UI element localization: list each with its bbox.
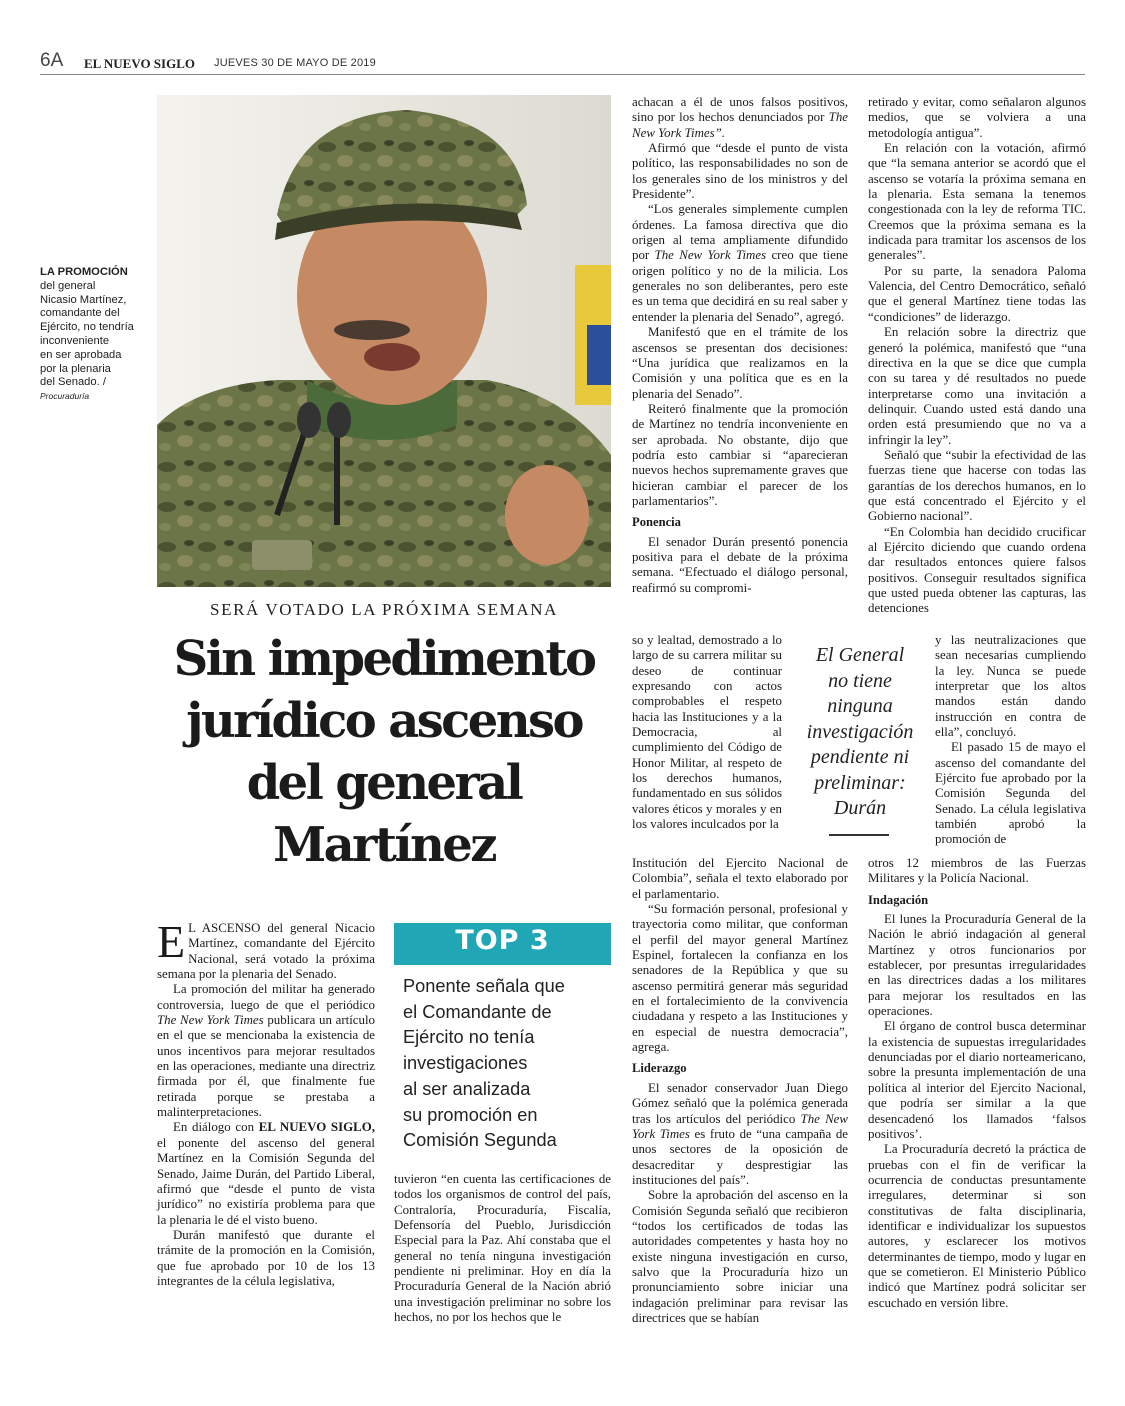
paragraph: E L ASCENSO del general Nicacio Martínez, comandante del Ejército Nacional, será votado la próxima semana por la plenaria del Senado.	[157, 916, 375, 982]
article-column-3-narrow	[632, 633, 782, 832]
caption-line: del general	[40, 279, 96, 292]
paragraph: El lunes la Procuraduría General de la Nación le abrió indagación al general Martínez y otros funcionarios por establecer, por presuntas irregularidades en las directrices dadas a los militares para mejorar los resultados en las operaciones.	[868, 912, 1086, 1019]
caption-line: Ejército, no tendría	[40, 321, 134, 334]
caption-line: del Senado. /	[40, 376, 106, 389]
pull-quote: El General no tiene ninguna investigación pendiente ni preliminar: Durán	[806, 644, 914, 819]
paragraph: “En Colombia han decidido crucificar al Ejército diciendo que cuando ordena dar resultados entonces quiere falsos positivos. Conseguir resultados significa que usted pueda obtener las capturas, las detenciones	[868, 524, 1086, 616]
paragraph: “Su formación personal, profesional y trayectoria como militar, que conforman el perfil del mayor general Martínez Espinel, fortalecen la confianza en los senadores de la República y que su ascenso permitirá generar más seguridad en el fortalecimiento de la convivencia ciudadana y respeto a las Instituciones y en especial de nuestra democracia”, agrega.	[632, 902, 848, 1055]
paragraph: Manifestó que en el trámite de los ascensos se presentan dos decisiones: “Una jurídica que realizamos en la Comisión y una política que es en la plenaria del Senado”.	[632, 325, 848, 401]
kicker: SERÁ VOTADO LA PRÓXIMA SEMANA	[210, 600, 558, 619]
caption-line: Nicasio Martínez,	[40, 293, 127, 306]
publication-name: EL NUEVO SIGLO	[84, 56, 195, 71]
paragraph: En diálogo con EL NUEVO SIGLO, el ponente del ascenso del general Martínez en la Comisión Segunda del Senado, Jaime Durán, del Partido Liberal, afirmó que “desde el punto de vista jurídico” no existiría problema para que la plenaria le dé el visto bueno.	[157, 1120, 375, 1227]
drop-cap: E	[157, 916, 186, 967]
caption-line: inconveniente	[40, 334, 110, 347]
article-column-4-top	[868, 95, 1086, 617]
article-column-3-bottom	[632, 856, 848, 1326]
paragraph: so y lealtad, demostrado a lo largo de su carrera militar su deseo de continuar expresando con actos comprobables el respeto hacia las Instituciones y a la Democracia, al cumplimiento del Código de Honor Militar, al respeto de los derechos humanos, fundamentado en sus sólidos valores éticos y morales y en los valores inculcados por la	[632, 633, 782, 832]
paragraph: retirado y evitar, como señalaron algunos medios, que se volviera a una metodología antigua”.	[868, 95, 1086, 140]
page-number: 6A	[40, 50, 64, 71]
paragraph: achacan a él de unos falsos positivos, sino por los hechos denunciados por The New York Times”.	[632, 95, 848, 140]
caption-lead: LA PROMOCIÓN	[40, 266, 128, 278]
headline	[157, 628, 611, 876]
general-photo	[157, 95, 611, 587]
photo-credit: Procuraduría	[40, 391, 90, 402]
subheading-liderazgo: Liderazgo	[632, 1061, 687, 1076]
paragraph: El órgano de control busca determinar la existencia de supuestas irregularidades denunciadas por el diario norteamericano, sobre la presunta implementación de una política al interior del Ejercito Nacional, que podría ser similar a la que desencadenó los llamados ‘falsos positivos’.	[868, 1019, 1086, 1141]
paragraph: La Procuraduría decretó la práctica de pruebas con el fin de verificar la ocurrencia de conductas presuntamente irregulares, determinar si son constitutivas de falta disciplinaria, identificar e individualizar los supuestos autores, y esclarecer los motivos determinantes de tiempo, modo y lugar en que se cometieron. El Ministerio Público indicó que Martínez podrá solicitar ser escuchado en versión libre.	[868, 1142, 1086, 1310]
top3-label: TOP 3	[455, 925, 550, 956]
general-portrait-illustration	[157, 95, 611, 587]
paragraph: Reiteró finalmente que la promoción de Martínez no tendría inconveniente en ser aprobada. No obstante, dijo que podría esto cambiar si “aparecieran nuevos hechos supremamente graves que hicieran cambiar el parecer de los parlamentarios”.	[632, 401, 848, 508]
paragraph: El senador conservador Juan Diego Gómez señaló que la polémica generada tras los artículos del periódico The New York Times es fruto de “una campaña de unos sectores de la oposición de desacreditar y desprestigiar las instituciones del país”.	[632, 1080, 848, 1187]
paragraph: El senador Durán presentó ponencia positiva para el debate de la próxima semana. “Efectuado el diálogo personal, reafirmó su compromi-	[632, 534, 848, 595]
paragraph: En relación con la votación, afirmó que “la semana anterior se acordó que el ascenso se votaría la próxima semana en la plenaria. Esta semana la tenemos congestionada con la ley de reforma TIC. Creemos que la próxima semana es la indicada para tramitar los ascensos de los generales”.	[868, 141, 1086, 263]
paragraph: Durán manifestó que durante el trámite de la promoción en la Comisión, que fue aprobado por 10 de los 13 integrantes de la célula legislativa,	[157, 1227, 375, 1288]
paragraph: En relación sobre la directriz que generó la polémica, manifestó que “una directiva en la que se dice que cumpla con su tarea y dé resultados no puede interpretarse como una invitación a delinquir. Cuando usted está dando una orden está presumiendo que no va a infringir la ley”.	[868, 325, 1086, 447]
caption-line: por la plenaria	[40, 362, 111, 375]
issue-date: JUEVES 30 DE MAYO DE 2019	[214, 57, 376, 69]
subheading-indagacion: Indagación	[868, 892, 929, 907]
subheading-ponencia: Ponencia	[632, 515, 681, 530]
page-header	[40, 50, 1085, 75]
paragraph: Institución del Ejercito Nacional de Colombia”, señala el texto elaborado por el parlamentario.	[632, 856, 848, 901]
top3-summary: Ponente señala que el Comandante de Ejército no tenía investigaciones al ser analizada su promoción en Comisión Segunda	[403, 976, 565, 1151]
article-column-4-narrow	[935, 633, 1086, 848]
article-column-3-top	[632, 95, 848, 596]
photo-caption	[40, 266, 155, 404]
paragraph: otros 12 miembros de las Fuerzas Militares y la Policía Nacional.	[868, 856, 1086, 886]
caption-line: en ser aprobada	[40, 348, 122, 361]
headline-line: Sin impedimento	[173, 631, 595, 687]
caption-line: comandante del	[40, 307, 120, 320]
paragraph: El pasado 15 de mayo el ascenso del comandante del Ejército fue aprobado por la Comisión Segunda del Senado. La célula legislativa también aprobó la promoción de	[935, 740, 1086, 847]
headline-line: jurídico ascenso	[186, 693, 582, 749]
article-column-2	[394, 1172, 611, 1325]
headline-line: del general	[246, 755, 522, 811]
paragraph: tuvieron “en cuenta las certificaciones de todos los organismos de control del país, Contraloría, Procuraduría, Fiscalía, Defensoría del Pueblo, Jurisdicción Especial para la Paz. Ahí constaba que el general no tenía ninguna investigación pendiente ni preliminar. Hoy en día la Procuraduría General de la Nación abrió una investigación preliminar no sobre los hechos, no por los hechos que le	[394, 1172, 611, 1325]
pull-quote-rule	[829, 834, 889, 836]
paragraph: La promoción del militar ha generado controversia, luego de que el periódico The New York Times publicara un artículo en el que se mencionaba la existencia de unos incentivos para mejorar resultados en las operaciones, mediante una directriz firmada por él, que finalmente fue retirada porque se prestaba a malinterpretaciones.	[157, 982, 375, 1120]
headline-line: Martínez	[273, 817, 495, 873]
paragraph: Sobre la aprobación del ascenso en la Comisión Segunda señaló que recibieron “todos los certificados de todas las autoridades competentes y hasta hoy no existe ninguna investigación en curso, salvo que la Procuraduría hizo un pronunciamiento sobre iniciar una indagación preliminar para revisar las directrices que se habían	[632, 1188, 848, 1325]
paragraph: Señaló que “subir la efectividad de las fuerzas tiene que hacerse con todas las garantías de los derechos humanos, en lo que está concentrado el Ejército y el Gobierno nacional”.	[868, 447, 1086, 524]
paragraph: y las neutralizaciones que sean necesarias cumpliendo la ley. Nunca se puede interpretar que los altos mandos están dando instrucción en contra de ella”, concluyó.	[935, 633, 1086, 740]
paragraph: “Los generales simplemente cumplen órdenes. La famosa directiva que dio origen al tema ampliamente difundido por The New York Times creo que tiene origen político y no de la milicia. Los generales no son deliberantes, pero este es un tema que decidirá en su real saber y entender la plenaria del Senado”, agregó.	[632, 202, 849, 324]
article-column-4-bottom	[868, 856, 1086, 1311]
paragraph: Por su parte, la senadora Paloma Valencia, del Centro Democrático, señaló que el general Martínez tiene todas las “condiciones” de liderazgo.	[868, 263, 1086, 324]
article-column-1	[157, 916, 375, 1289]
paragraph: Afirmó que “desde el punto de vista político, las responsabilidades no son de los generales sino de los ministros y del Presidente”.	[632, 141, 848, 202]
